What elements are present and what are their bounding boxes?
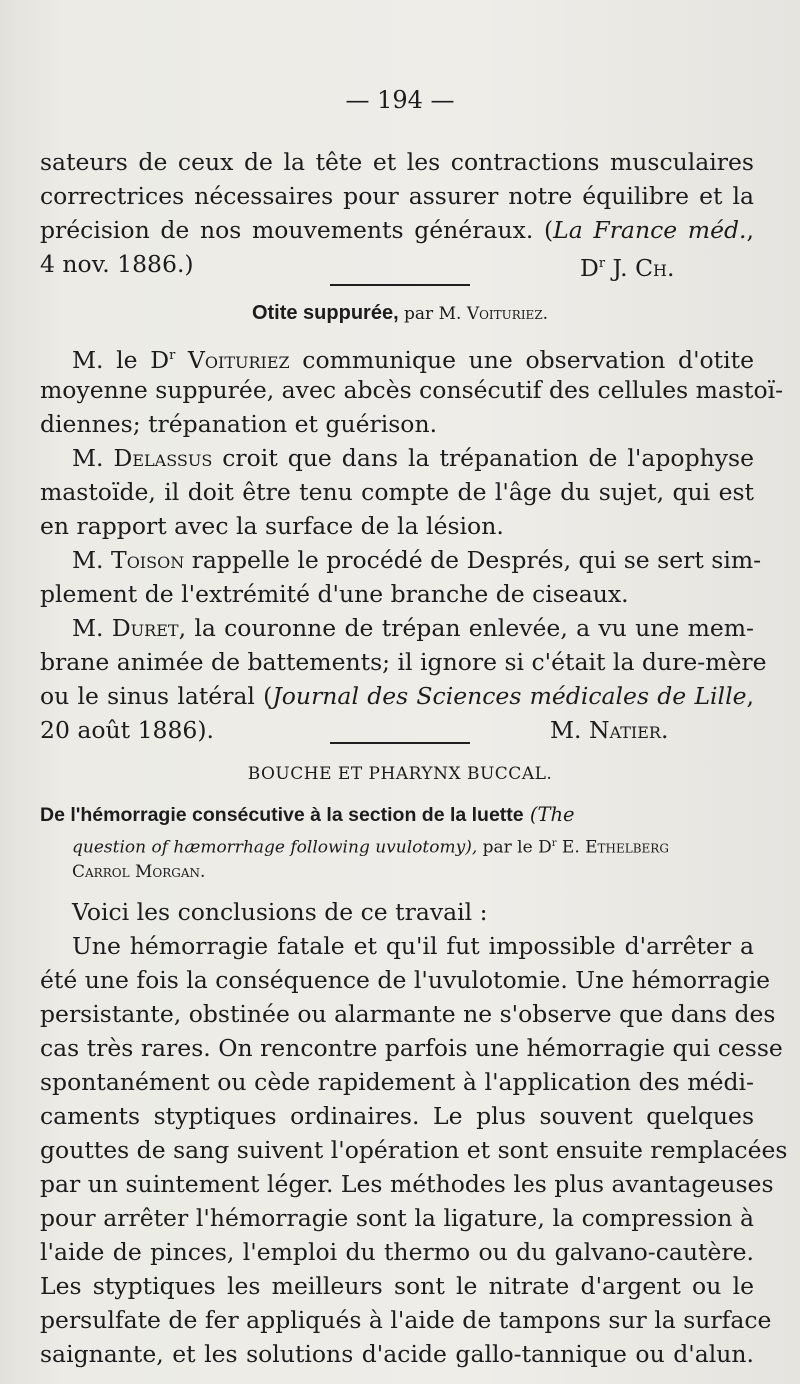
text-line: été une fois la conséquence de l'uvulotomie. Une hémorragie	[40, 966, 771, 994]
text-line: Une hémorragie fatale et qu'il fut impossible d'arrêter a	[72, 932, 754, 960]
text-line: plement de l'extrémité d'une branche de ciseaux.	[40, 580, 629, 608]
text-line: précision de nos mouvements généraux. (La France méd.,	[40, 216, 754, 244]
text-line: 20 août 1886).	[40, 716, 215, 744]
text-line: saignante, et les solutions d'acide gallo-tannique ou d'alun.	[40, 1340, 754, 1368]
article-title: De l'hémorragie consécutive à la section de la luette (The	[40, 803, 575, 826]
article-title-cont: question of hæmorrhage following uvulotomy), par le $D^r$ E. Ethelberg	[72, 837, 669, 858]
text-line: M. Duret, la couronne de trépan enlevée, a vu une mem-	[72, 614, 754, 642]
text-line: pour arrêter l'hémorragie sont la ligature, la compression à	[40, 1204, 754, 1232]
text-line: en rapport avec la surface de la lésion.	[40, 512, 504, 540]
text-line: correctrices nécessaires pour assurer notre équilibre et la	[40, 182, 754, 210]
text-line: gouttes de sang suivent l'opération et sont ensuite remplacées	[40, 1136, 788, 1164]
text-line: M. Delassus croit que dans la trépanation de l'apophyse	[72, 444, 754, 472]
text-line: diennes; trépanation et guérison.	[40, 410, 438, 438]
signature: M. Natier.	[550, 716, 669, 744]
separator-rule	[330, 284, 470, 286]
text-line: 4 nov. 1886.)	[40, 250, 194, 278]
text-line: sateurs de ceux de la tête et les contractions musculaires	[40, 148, 754, 176]
text-line: Voici les conclusions de ce travail :	[72, 898, 488, 926]
page-number: — 194 —	[345, 86, 455, 114]
text-line: brane animée de battements; il ignore si c'était la dure-mère	[40, 648, 767, 676]
text-line: ou le sinus latéral (Journal des Sciences médicales de Lille,	[40, 682, 754, 710]
text-line: par un suintement léger. Les méthodes les plus avantageuses	[40, 1170, 774, 1198]
text-line: Les styptiques les meilleurs sont le nitrate d'argent ou le	[40, 1272, 754, 1300]
text-line: M. Toison rappelle le procédé de Després, qui se sert sim-	[72, 546, 762, 574]
section-heading: BOUCHE ET PHARYNX BUCCAL.	[247, 764, 553, 784]
text-line: moyenne suppurée, avec abcès consécutif des cellules mastoï-	[40, 376, 784, 404]
journal-name: Journal des Sciences médicales de Lille	[272, 682, 747, 710]
journal-name: La France méd.	[553, 216, 747, 244]
text-line: cas très rares. On rencontre parfois une hémorragie qui cesse	[40, 1034, 783, 1062]
text-line: persulfate de fer appliqués à l'aide de tampons sur la surface	[40, 1306, 772, 1334]
text-line: l'aide de pinces, l'emploi du thermo ou du galvano-cautère.	[40, 1238, 754, 1266]
text-line: M. le $D^r$ Voituriez communique une observation d'otite	[72, 345, 754, 374]
text-line: persistante, obstinée ou alarmante ne s'observe que dans des	[40, 1000, 776, 1028]
article-title: Otite suppurée, par M. Voituriez.	[251, 302, 549, 324]
text-line: spontanément ou cède rapidement à l'application des médi-	[40, 1068, 754, 1096]
article-title-cont: Carrol Morgan.	[72, 862, 206, 882]
separator-rule	[330, 742, 470, 744]
signature: $D^r$ J. Ch.	[580, 253, 675, 282]
text-line: mastoïde, il doit être tenu compte de l'âge du sujet, qui est	[40, 478, 754, 506]
text-line: caments styptiques ordinaires. Le plus souvent quelques	[40, 1102, 754, 1130]
